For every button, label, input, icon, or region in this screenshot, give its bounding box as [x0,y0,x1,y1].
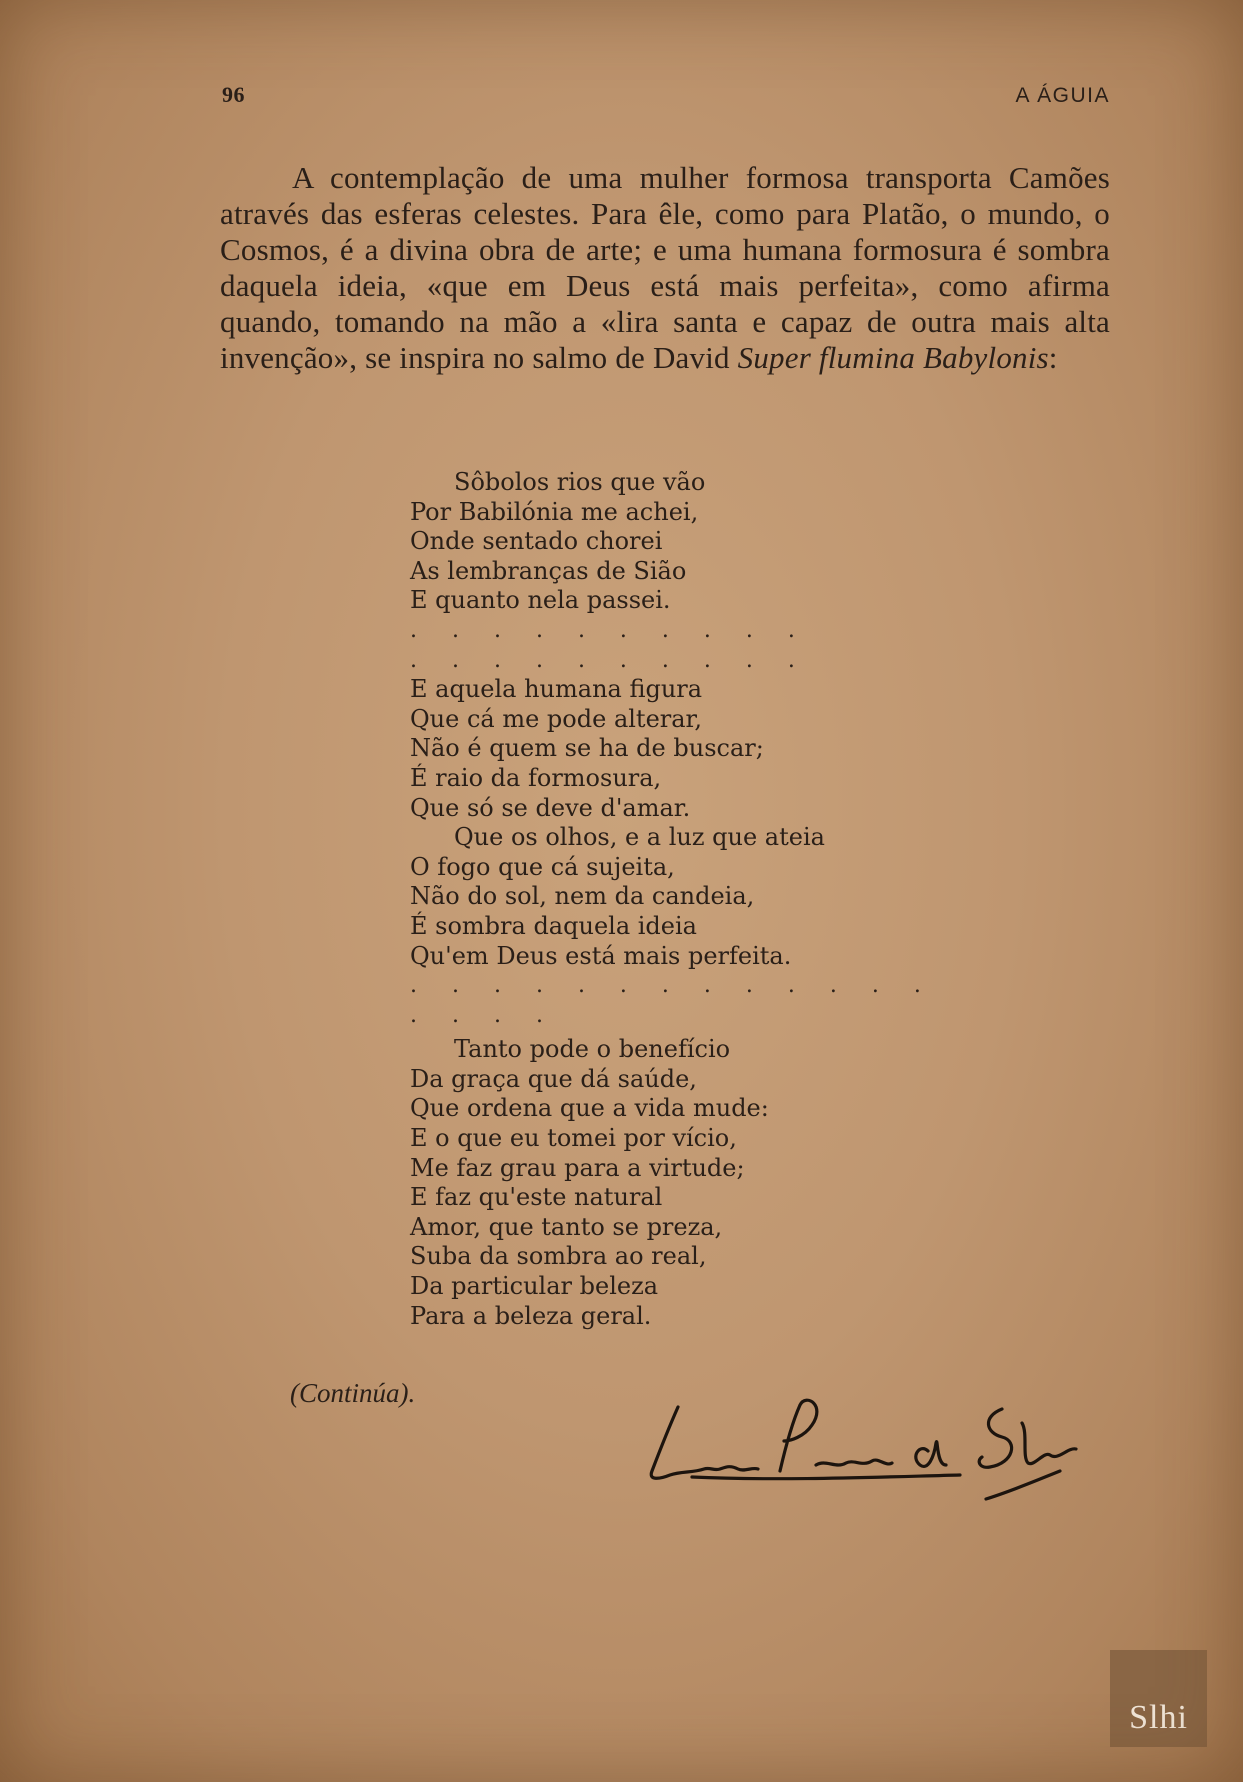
paragraph-text: A contemplação de uma mulher formosa transporta Camões através das esferas celestes. Para êle, como para Platão, o mundo, o Cosmos, é a divina obra de arte; e uma humana formosura é sombra daquela ideia, «que em Deus está mais perfeita», como afirma quando, tomando na mão a «lira santa e capaz de outra mais alta invenção», se inspira no salmo de David [220,160,1110,375]
author-signature [630,1395,1110,1505]
verse-line: Da particular beleza [410,1272,659,1301]
verse-line: É sombra daquela ideia [410,911,697,940]
verse-line: O fogo que cá sujeita, [410,852,675,881]
verse-line: Por Babilónia me achei, [410,497,699,526]
verse-line: E faz qu'este natural [410,1183,663,1212]
verse-line: E aquela humana figura [410,675,703,704]
continued-note: (Continúa). [290,1378,416,1408]
ellipsis-row: . . . . . . . . . . . . . . . . . [410,973,935,1028]
verse-line: É raio da formosura, [410,763,662,792]
verse-line: E quanto nela passei. [410,586,671,615]
verse-line: Que os olhos, e a luz que ateia [454,823,825,852]
library-stamp-label: Slhi [1129,1699,1188,1736]
verse-line: Não do sol, nem da candeia, [410,882,755,911]
verse-line: Para a beleza geral. [410,1301,652,1330]
page-number: 96 [222,82,245,107]
verse-line: Sôbolos rios que vão [454,468,706,496]
verse-line: Não é quem se ha de buscar; [410,734,764,763]
journal-title: A ÁGUIA [1015,84,1110,107]
paragraph-colon: : [1048,340,1058,375]
poem-stanza-2 [410,675,970,823]
verse-line: Qu'em Deus está mais perfeita. [410,941,792,970]
poem-stanza-4 [410,1035,970,1331]
library-stamp [1110,1650,1207,1747]
verse-line: Que só se deve d'amar. [410,793,691,822]
running-head [222,82,1110,112]
poem-stanza-3 [410,823,970,971]
verse-line: Me faz grau para a virtude; [410,1153,745,1182]
intro-paragraph [220,160,1110,376]
psalm-title: Super flumina Babylonis [737,340,1049,375]
verse-line: Da graça que dá saúde, [410,1064,697,1093]
verse-line: Suba da sombra ao real, [410,1242,707,1271]
verse-line: As lembranças de Sião [410,556,687,585]
verse-line: Que cá me pode alterar, [410,704,703,733]
ellipsis-row: . . . . . . . . . . [410,647,809,673]
verse-line: E o que eu tomei por vício, [410,1124,737,1153]
poem [410,468,970,1331]
poem-stanza-1 [410,468,970,616]
ellipsis-row: . . . . . . . . . . [410,617,809,643]
verse-line: Onde sentado chorei [410,527,663,556]
verse-line: Que ordena que a vida mude: [410,1094,769,1123]
verse-line: Amor, que tanto se preza, [410,1212,723,1241]
verse-line: Tanto pode o benefício [454,1035,731,1064]
